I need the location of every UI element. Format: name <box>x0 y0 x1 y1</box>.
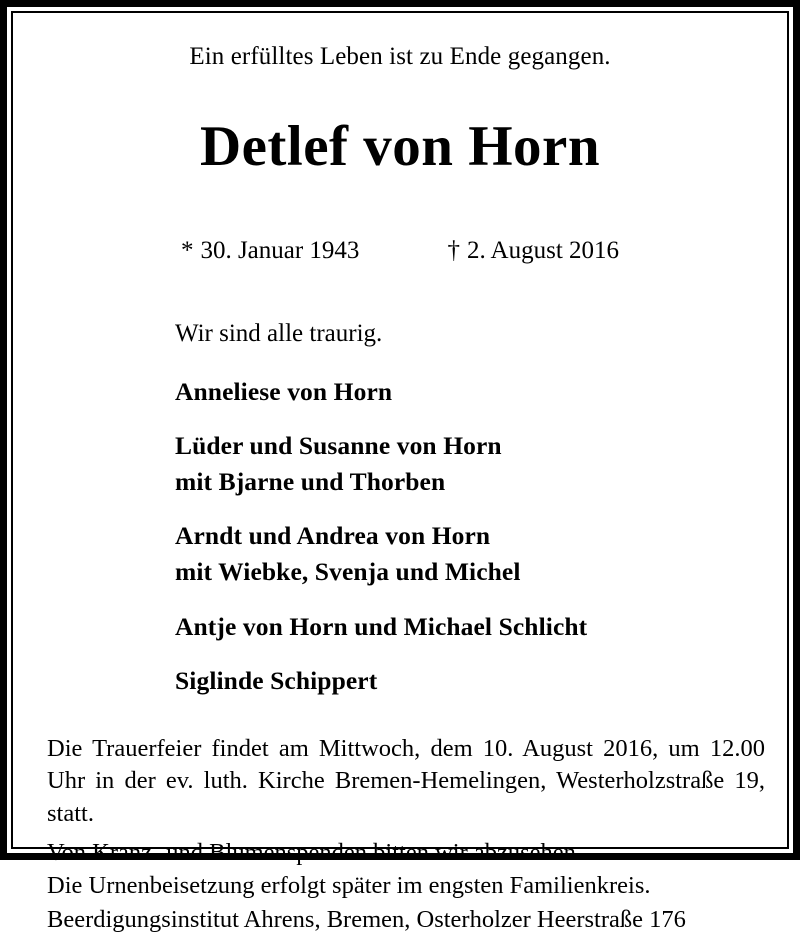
flowers-note: Von Kranz- und Blumenspenden bitten wir abzusehen. <box>47 838 583 866</box>
birth-date-value: 30. Januar 1943 <box>200 236 360 264</box>
survivor-group <box>175 609 775 645</box>
arrangements-block <box>25 733 775 936</box>
survivor-line: Anneliese von Horn <box>175 376 393 406</box>
epigraph-text: Ein erfülltes Leben ist zu Ende gegangen. <box>189 43 611 70</box>
survivor-line: Siglinde Schippert <box>175 665 378 695</box>
death-cross-icon: † <box>447 236 460 264</box>
death-date <box>447 237 619 265</box>
survivor-line: mit Wiebke, Svenja und Michel <box>175 557 521 587</box>
ceremony-paragraph: Die Trauerfeier findet am Mittwoch, dem 10. August 2016, um 12.00 Uhr in der ev. luth. Kirche Bremen-Hemelingen, Westerholzstraße 19, statt. <box>47 734 765 827</box>
birth-date <box>181 237 360 265</box>
funeral-home: Beerdigungsinstitut Ahrens, Bremen, Osterholzer Heerstraße 176 <box>47 905 686 933</box>
survivors-block <box>25 320 775 699</box>
survivor-group <box>175 518 775 590</box>
survivor-groups-list <box>175 374 775 699</box>
survivor-group <box>175 374 775 410</box>
deceased-name: Detlef von Horn <box>199 114 601 178</box>
survivor-line: mit Bjarne und Thorben <box>175 466 446 496</box>
survivor-line: Lüder und Susanne von Horn <box>175 430 502 460</box>
life-dates <box>25 237 775 265</box>
death-notice-inner-rule <box>11 11 789 933</box>
urn-note: Die Urnenbeisetzung erfolgt später im engsten Familienkreis. <box>47 872 651 900</box>
survivor-line: Arndt und Andrea von Horn <box>175 521 491 551</box>
survivors-intro-text: Wir sind alle traurig. <box>175 320 383 348</box>
birth-star-icon: * <box>180 236 194 264</box>
death-notice-content <box>13 13 787 933</box>
survivor-line: Antje von Horn und Michael Schlicht <box>175 611 588 641</box>
death-date-value: 2. August 2016 <box>466 236 620 264</box>
survivor-group <box>175 428 775 500</box>
survivor-group <box>175 663 775 699</box>
